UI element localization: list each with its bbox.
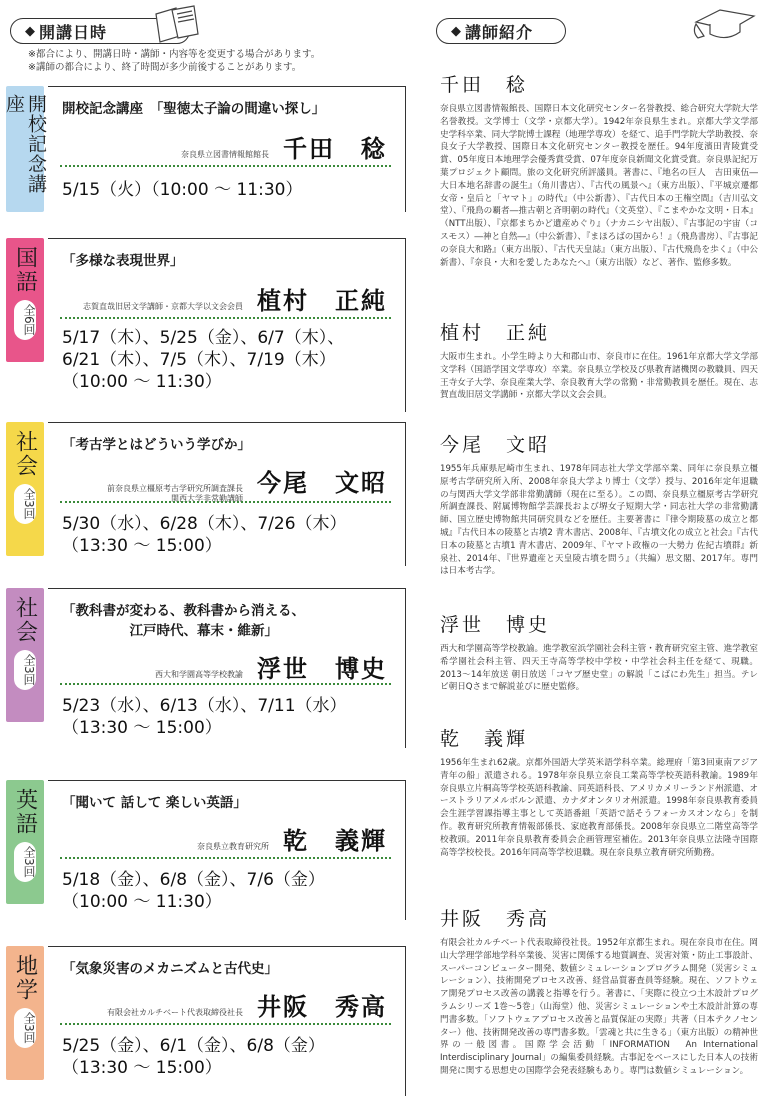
lecturer-line: [181, 129, 387, 164]
bio-name: 今尾 文昭: [440, 434, 551, 456]
course-tab-social-history: [6, 588, 44, 722]
dotted-divider: [60, 317, 391, 319]
lecturer-line: [155, 649, 387, 684]
lecturer-affiliation: 前奈良県立橿原考古学研究所調査課長 関西大学非常勤講師: [107, 484, 243, 503]
course-dates: 5/25（金）、6/1（金）、6/8（金） （13:30 ～ 15:00）: [62, 1036, 325, 1078]
dotted-divider: [60, 683, 391, 685]
bio-text: 1955年兵庫県尼崎市生まれ、1978年同志社大学文学部卒業、同年に奈良県立橿原考古学研究所入所、2008年奈良大学より博士（文学）授与、2016年定年退職の与関西大学文学部非常勤講師（現在に至る）。この間、奈良県立橿原考古学研究所調査課長、附属博物館学芸課長および堺女子短期大学・同志社大学の非常勤講師、国立歴史博物館共同研究員などを歴任。主要著書に『律令期陵墓の成立と都城』『古代日本の陵墓と古墳2 青木書店、2008年、『古墳文化の成立と社会』『古代日本の陵墓と古墳1 青木書店、2009年、『ヤマト政権の一大勢力 佐紀古墳群』新泉社、2014年、『世界遺産と天皇陵古墳を問う』（共編）思文閣、2017年。専門は日本考古学。: [440, 464, 758, 577]
course-title: 「考古学とはどういう学びか」: [62, 437, 251, 453]
lecturer-line: [107, 987, 387, 1022]
lecturer-name: 今尾 文昭: [257, 469, 387, 497]
course-card-opening: [48, 86, 406, 212]
bio-text: 1956年生まれ62歳。京都外国語大学英米語学科卒業。総理府「第3回東南アジア青年の船」派遣される。1978年奈良県立奈良工業高等学校英語科教諭。1989年奈良県立片桐高等学校英語科教諭、同英語科長、アメリカメリーランド州派遣、オーストラリアメルボルン派遣、カナダオンタリオ州派遣。1998年奈良県教育委員会生涯学習課指導主事として英語番組「英語で話そうフォーカスオンなら」を制作。教育研究所教育情報部係長、家庭教育部係長。2008年奈良県立二階堂高等学校教頭。2011年奈良県教育委員会企画管理室補佐。2013年奈良県立法隆寺国際高等学校校長。2016年同高等学校退職。現在奈良県立教育研究所勤務。: [440, 758, 758, 858]
session-count: 全3回: [14, 1008, 36, 1048]
session-count: 全3回: [14, 842, 36, 882]
course-card-earth-science: [48, 946, 406, 1096]
bio-name: 乾 義輝: [440, 728, 529, 750]
bio-isaka: [440, 904, 758, 1078]
course-tab-english: [6, 780, 44, 904]
lecturer-affiliation: 西大和学園高等学校教諭: [155, 670, 243, 679]
session-count: 全6回: [14, 300, 36, 340]
diamond-icon: ◆: [25, 23, 36, 39]
bio-text: 有限会社カルチベート代表取締役社長。1952年京都生まれ。現在奈良市在住。岡山大学理学部地学科卒業後、災害に関係する地質調査、災害対策・防止工事設計、スーパーコンピューター開発、数値シミュレーションプログラム開発（災害シミュレーション）、技術開発プロセス改善、経営品質審査員等経験。現在、ソフトウェア開発プロセス改善の講義と指導を行う。著書に、「実際に役立つ土木設計プログラムシリーズ 1巻～5巻」（山海堂）他、災害シミュレーションや土木設計計算の専門書多数。「ソフトウェアプロセス改善と品質保証の実際」共著（日本テクノセンター）他、技術開発改善の専門書多数。「雲魂と共に生きる」（東方出版）の精神世界の一般図書。国際学会活動「INFORMATION An International Interdisciplinary Journal」の編集委員経験。古事記をベースにした日本人の技術開発に関する思想史の国際学会発表経験もあり。専門は数値シミュレーション。: [440, 938, 758, 1076]
dotted-divider: [60, 165, 391, 167]
dotted-divider: [60, 1023, 391, 1025]
subject-label: 英語: [12, 788, 38, 836]
course-title: 「多様な表現世界」: [62, 253, 184, 269]
lecturer-name: 乾 義輝: [283, 827, 387, 855]
lecturer-affiliation: 奈良県立教育研究所: [197, 842, 269, 851]
course-dates: 5/17（木）、5/25（金）、6/7（木）、 6/21（木）、7/5（木）、7/19（木） （10:00 ～ 11:30）: [62, 328, 345, 392]
lecturers-heading-label: 講師紹介: [465, 22, 534, 42]
lecturer-affiliation: 奈良県立図書情報館館長: [181, 150, 269, 159]
session-count: 全3回: [14, 650, 36, 690]
lecturer-name: 井阪 秀高: [257, 993, 387, 1021]
bio-name: 千田 稔: [440, 74, 529, 96]
lecturer-line: [107, 463, 387, 504]
course-card-social-archaeology: [48, 422, 406, 566]
lecturer-name: 千田 稔: [283, 135, 387, 163]
course-tab-social-archaeology: [6, 422, 44, 556]
bio-name: 井阪 秀高: [440, 908, 551, 930]
subject-label: 社会: [12, 430, 38, 478]
book-icon: [150, 4, 206, 44]
course-title: 「気象災害のメカニズムと古代史」: [62, 961, 278, 977]
course-card-japanese: [48, 238, 406, 412]
bio-uemura: [440, 318, 758, 402]
notes: [28, 48, 320, 74]
diamond-icon: ◆: [451, 23, 462, 39]
subject-label: 社会: [12, 596, 38, 644]
note-schedule-change: ※都合により、開講日時・講師・内容等を変更する場合があります。: [28, 49, 321, 60]
bio-ukiyo: [440, 610, 758, 694]
lecturer-affiliation: 志賀直哉旧居文学講師・京都大学以文会会員: [83, 302, 243, 311]
bio-text: 西大和学園高等学校教諭。進学教室浜学園社会科主管・教育研究室主管、進学教室希学園社会科主管、四天王寺高等学校中学校・中学社会科主任を経て、現職。2013～14年放送 朝日放送「コヤブ歴史堂」の解説「こばにわ先生」担当。テレビ朝日Qさまで解説並びに歴史監修。: [440, 644, 758, 693]
graduation-cap-icon: [690, 2, 760, 44]
bio-senda: [440, 70, 758, 269]
lecturers-heading: [436, 18, 566, 44]
dotted-divider: [60, 501, 391, 503]
lecturer-name: 浮世 博史: [257, 655, 387, 683]
bio-inui: [440, 724, 758, 859]
lecturer-name: 植村 正純: [257, 287, 387, 315]
note-end-time: ※講師の都合により、終了時間が多少前後することがあります。: [28, 62, 302, 73]
course-dates: 5/18（金）、6/8（金）、7/6（金） （10:00 ～ 11:30）: [62, 870, 325, 912]
course-tab-earth-science: [6, 946, 44, 1080]
subject-label: 地学: [12, 954, 38, 1002]
dotted-divider: [60, 857, 391, 859]
session-count: 全3回: [14, 484, 36, 524]
bio-text: 奈良県立図書情報館長、国際日本文化研究センター名誉教授、総合研究大学院大学名誉教授。文学博士（文学・京都大学）。1942年奈良県生まれ。京都大学文学部史学科卒業、同大学院博士課程（地理学専攻）を経て、追手門学院大学助教授、奈良女子大学教授、国際日本文化研究センター教授を歴任。94年度濱田青陵賞受賞、05年度日本地理学会優秀賞受賞、07年度奈良新聞文化賞受賞。奈良県記紀万葉プロジェクト顧問。旅の文化研究所評議員。著書に、『地名の巨人 吉田東伍―大日本地名辞書の誕生』（角川書店）、『古代の風景へ』（東方出版）、『平城京遷都 女帝・皇后と「ヤマト」の時代』（中公新書）、『古代日本の王権空間』（吉川弘文堂）、『飛鳥の覇者―推古朝と斉明朝の時代』（文英堂）、『こまやかな文明・日本』（NTT出版）、『京都まちかど遺産めぐり』（ナカニシヤ出版）、『古事記の宇宙（コスモス）―神と自然―』（中公新書）、『まほろばの国から！』（飛鳥書房）、『古事記の奈良大和路』（東方出版）、『古代天皇誌』（東方出版）、『古代飛鳥を歩く』（中公新書）、『奈良・大和を愛したあなたへ』（東方出版）など、著作、監修多数。: [440, 104, 758, 268]
bio-imao: [440, 430, 758, 578]
course-tab-japanese: [6, 238, 44, 362]
course-title: 「聞いて 話して 楽しい英語」: [62, 795, 247, 811]
course-dates: 5/23（水）、6/13（水）、7/11（水） （13:30 ～ 15:00）: [62, 696, 347, 738]
course-dates: 5/30（水）、6/28（木）、7/26（木） （13:30 ～ 15:00）: [62, 514, 347, 556]
lecturer-affiliation: 有限会社カルチベート代表取締役社長: [107, 1008, 243, 1017]
course-title: 「教科書が変わる、教科書から消える、 江戸時代、幕末・維新」: [62, 603, 305, 639]
course-tab-opening: [3, 86, 47, 212]
subject-label: 国語: [12, 246, 38, 294]
course-card-english: [48, 780, 406, 920]
subject-label: 開校記念講座: [3, 94, 47, 194]
bio-name: 植村 正純: [440, 322, 551, 344]
bio-name: 浮世 博史: [440, 614, 551, 636]
schedule-heading-label: 開講日時: [39, 22, 108, 42]
lecturer-line: [197, 821, 387, 856]
course-dates: 5/15（火）（10:00 ～ 11:30）: [62, 180, 303, 200]
bio-text: 大阪市生まれ。小学生時より大和郡山市、奈良市に在住。1961年京都大学文学部文学科（国語学国文学専攻）卒業。奈良県立学校及び県教育諸機関の教職員、四天王寺女子大学、奈良産業大学、奈良教育大学の常勤・非常勤教員を歴任。現在、志賀直哉旧居文学講師・京都大学以文会会員。: [440, 352, 758, 401]
course-title: 開校記念講座 「聖徳太子論の間違い探し」: [62, 101, 326, 117]
course-card-social-history: [48, 588, 406, 748]
lecturer-line: [83, 281, 387, 316]
